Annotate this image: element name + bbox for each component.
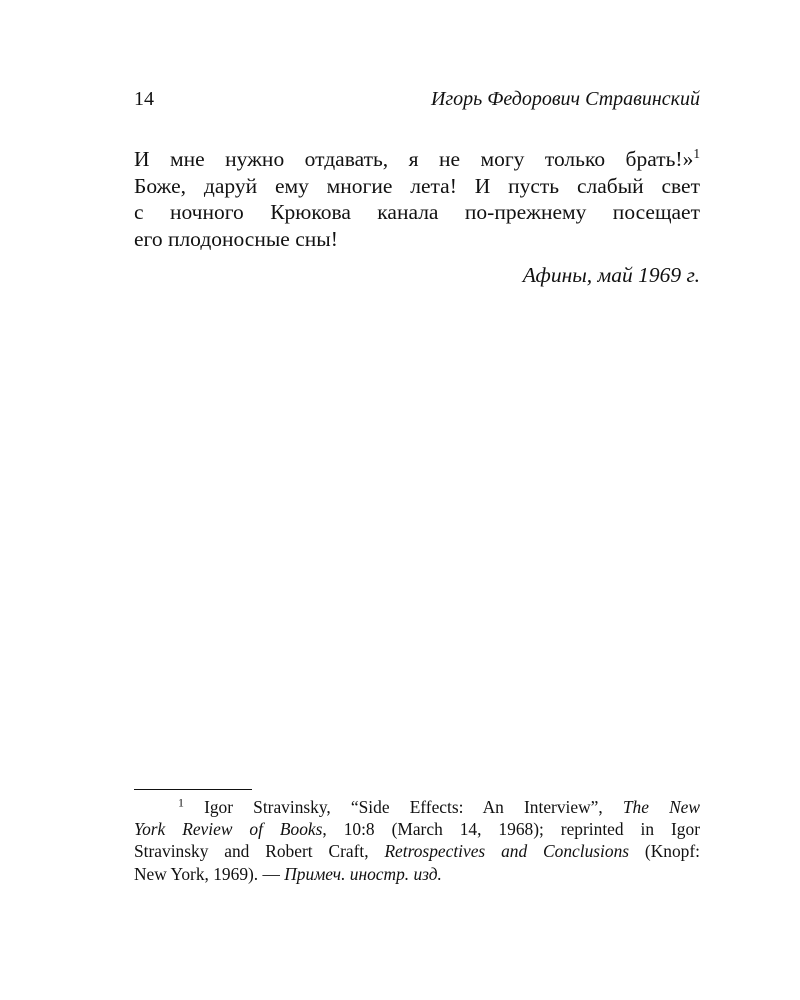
footnote bbox=[134, 796, 700, 885]
editor-note: Примеч. иностр. изд. bbox=[284, 863, 442, 884]
body-line-text: И мне нужно отдавать, я не могу только брать!» bbox=[134, 147, 694, 171]
footnote-text: Igor Stravinsky, “Side Effects: An Interview”, bbox=[204, 797, 623, 817]
footnote-line bbox=[134, 818, 700, 840]
footnote-text: (Knopf: bbox=[629, 841, 700, 862]
page-number: 14 bbox=[134, 88, 154, 110]
page-header bbox=[134, 86, 700, 116]
body-line bbox=[134, 146, 700, 173]
footnote-line bbox=[134, 840, 700, 862]
body-line: с ночного Крюкова канала по-прежнему посещает bbox=[134, 200, 700, 224]
running-title: Игорь Федорович Стравинский bbox=[430, 88, 700, 110]
footnote-publication-title: The New bbox=[622, 797, 700, 817]
footnote-line bbox=[134, 796, 700, 818]
footnote-publication-title: York Review of Books bbox=[134, 819, 323, 840]
footnote-text: New York, 1969). — bbox=[134, 863, 285, 884]
footnote-marker: 1 bbox=[178, 795, 184, 810]
footnote-reference: 1 bbox=[693, 145, 700, 161]
footnote-divider bbox=[134, 789, 252, 790]
footnote-line bbox=[134, 863, 700, 885]
body-line: его плодоносные сны! bbox=[134, 226, 338, 251]
footnote-text: , 10:8 (March 14, 1968); reprinted in Igor bbox=[322, 819, 700, 840]
footnote-text: Stravinsky and Robert Craft, bbox=[134, 841, 385, 862]
body-line: Боже, даруй ему многие лета! И пусть слабый свет bbox=[134, 173, 700, 198]
body-text bbox=[134, 146, 700, 252]
footnote-book-title: Retrospectives and Conclusions bbox=[384, 841, 630, 862]
place-date-signature: Афины, май 1969 г. bbox=[522, 263, 700, 287]
